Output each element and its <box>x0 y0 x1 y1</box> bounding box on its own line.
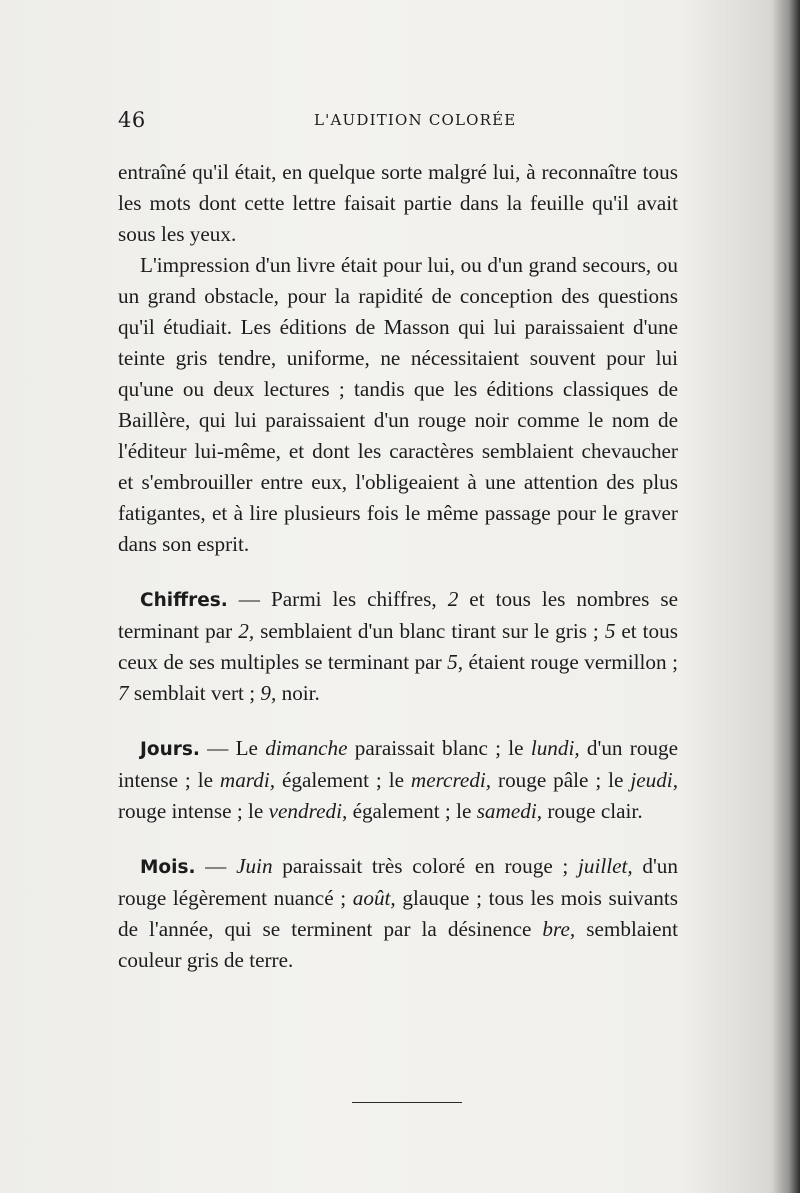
text-run: d'un rouge intense ; le <box>118 736 678 792</box>
numeral-5: 5, <box>447 650 464 674</box>
suffix-bre: bre, <box>542 917 576 941</box>
numeral-9: 9, <box>260 681 277 705</box>
text-run: paraissait très coloré en rouge ; <box>272 854 578 878</box>
section-chiffres <box>118 584 678 709</box>
text-run: semblait vert ; <box>128 681 261 705</box>
text-run: — Le <box>199 736 266 760</box>
numeral-2: 2 <box>447 587 459 611</box>
text-run: également ; le <box>347 799 477 823</box>
day-mercredi: mercredi, <box>410 768 492 792</box>
text-run: également ; le <box>275 768 411 792</box>
numeral-7: 7 <box>118 681 129 705</box>
paragraph-continuation: entraîné qu'il était, en quelque sorte malgré lui, à reconnaître tous les mots dont cette lettre faisait partie dans la feuille qu'il avait sous les yeux. <box>118 160 678 246</box>
section-mois <box>118 851 678 976</box>
text-run: semblaient d'un blanc tirant sur le gris ; <box>254 619 605 643</box>
day-lundi: lundi, <box>530 736 580 760</box>
text-run: glauque ; tous les mois suivants de l'année, qui se terminent par la désinence <box>118 886 678 941</box>
numeral-2: 2, <box>238 619 255 643</box>
text-run: rouge pâle ; le <box>491 768 631 792</box>
month-juillet: juillet, <box>577 854 633 878</box>
day-samedi: samedi, <box>476 799 543 823</box>
text-run: et tous ceux de ses multiples se terminant par <box>118 619 678 674</box>
text-run: rouge intense ; le <box>118 799 269 823</box>
body-text <box>118 157 678 976</box>
day-jeudi: jeudi, <box>630 768 678 792</box>
section-heading-chiffres: Chiffres. <box>140 590 228 611</box>
text-run: rouge clair. <box>542 799 643 823</box>
section-jours <box>118 733 678 827</box>
running-head: L'AUDITION COLORÉE <box>314 111 517 129</box>
text-run: — Parmi les chiffres, <box>227 587 448 611</box>
section-heading-mois: Mois. <box>140 857 196 878</box>
text-run: — <box>195 854 237 878</box>
day-vendredi: vendredi, <box>268 799 348 823</box>
paragraph-impression: L'impression d'un livre était pour lui, ou d'un grand secours, ou un grand obstacle, pour la rapidité de conception des questions qu'il étudiait. Les éditions de Masson qui lui paraissaient d'une teinte gris tendre, uniforme, ne nécessitaient souvent pour lui qu'une ou deux lectures ; tandis que les éditions classiques de Baillère, qui lui paraissaient d'un rouge noir comme le nom de l'éditeur lui-même, et dont les caractères semblaient chevaucher et s'embrouiller entre eux, l'obligeaient à une attention des plus fatigantes, et à lire plusieurs fois le même passage pour le graver dans son esprit. <box>118 253 678 556</box>
day-mardi: mardi, <box>219 768 276 792</box>
month-aout: août, <box>352 886 396 910</box>
page-header <box>118 108 678 136</box>
numeral-5: 5 <box>604 619 616 643</box>
text-run: noir. <box>276 681 320 705</box>
page-number: 46 <box>118 108 146 132</box>
text-run: d'un rouge légèrement nuancé ; <box>118 854 678 910</box>
binding-shadow <box>772 0 800 1193</box>
text-run: et tous les nombres se terminant par <box>118 587 679 643</box>
text-run: paraissait blanc ; le <box>347 736 531 760</box>
month-juin: Juin <box>236 854 273 878</box>
day-dimanche: dimanche <box>265 736 348 760</box>
text-run: semblaient couleur gris de terre. <box>118 917 679 972</box>
section-heading-jours: Jours. <box>140 739 200 760</box>
section-end-rule <box>352 1102 462 1103</box>
text-run: étaient rouge vermillon ; <box>463 650 678 674</box>
